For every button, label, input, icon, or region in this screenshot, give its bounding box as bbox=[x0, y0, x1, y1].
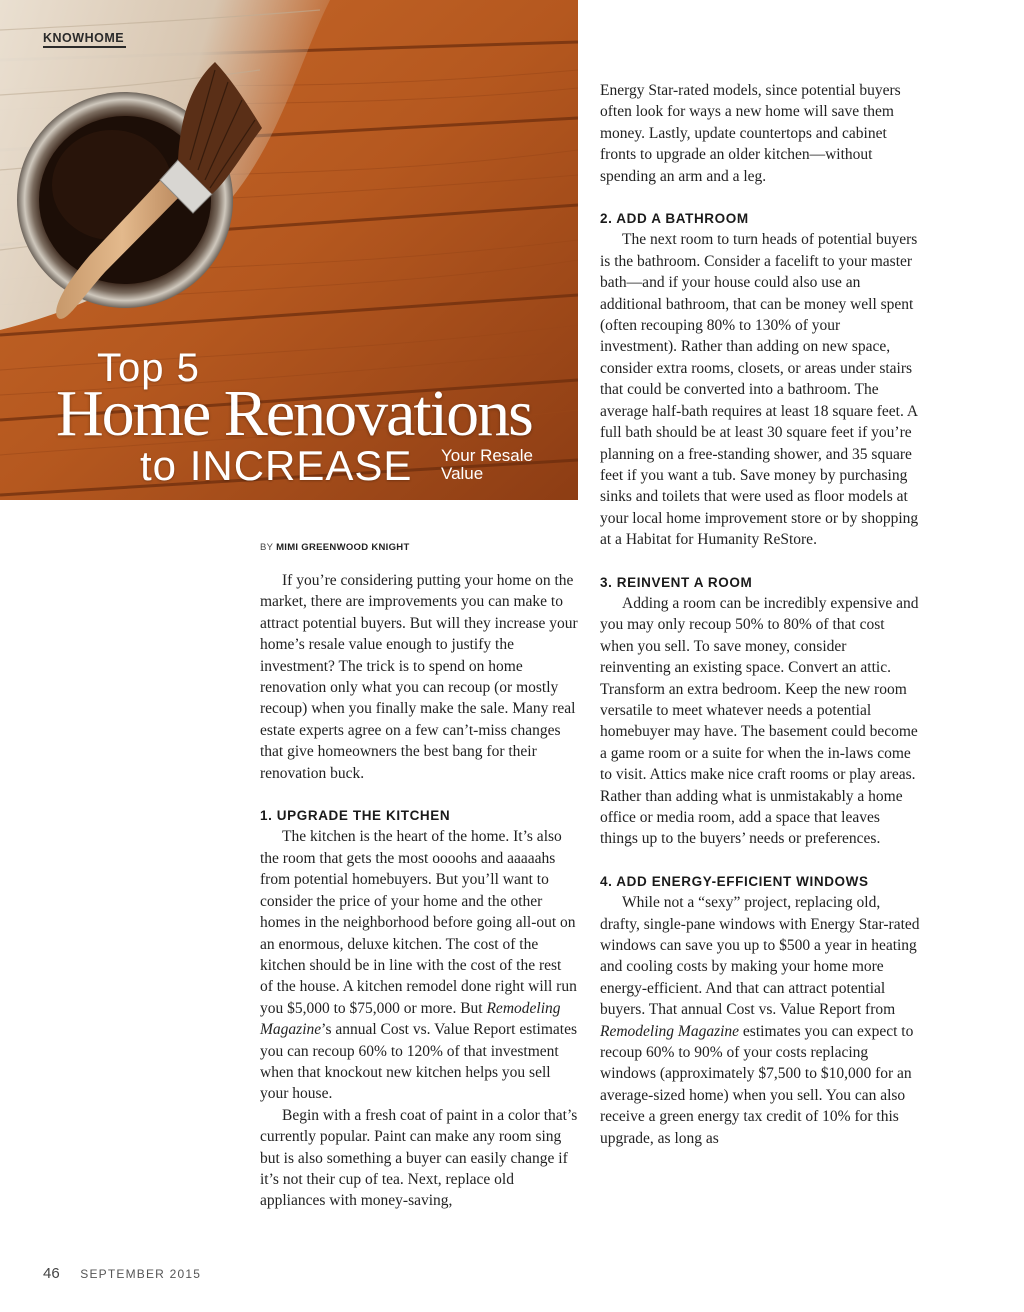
heading-kitchen: 1. UPGRADE THE KITCHEN bbox=[260, 808, 451, 824]
headline-small: Your Resale Value bbox=[441, 446, 533, 483]
page-number: 46 bbox=[43, 1265, 60, 1282]
page-footer bbox=[43, 1265, 201, 1282]
kitchen-paragraph-2: Begin with a fresh coat of paint in a color that’s currently popular. Paint can make any room sing but is also something a buyer can easily change if it’s not their cup of tea. Next, replace old appliances with money-saving, bbox=[260, 1106, 578, 1210]
windows-text-b: estimates you can expect to recoup 60% to 90% of your costs replacing windows (approximately $7,500 to $10,000 for an average-sized home) when you sell. You can also receive a green energy tax credit of 10% for this upgrade, as long as bbox=[600, 1022, 914, 1147]
reinvent-paragraph: Adding a room can be incredibly expensive and you may only recoup 50% to 80% of that cost when you sell. To save money, consider reinventing an existing space. Convert an attic. Transform an extra bedroom. Keep the new room versatile to meet whatever needs a potential homebuyer may have. The basement could become a game room or a suite for when the in-laws come to visit. Attics make nice craft rooms or play areas. Rather than adding what is unmistakably a home office or media room, add a space that leaves things up to the buyers’ needs or preferences. bbox=[600, 594, 919, 848]
byline bbox=[260, 542, 410, 553]
article-column-2 bbox=[600, 80, 920, 1149]
magazine-title-2: Remodeling Magazine bbox=[600, 1022, 740, 1040]
headline-top: Top 5 bbox=[97, 346, 200, 390]
heading-reinvent: 3. REINVENT A ROOM bbox=[600, 574, 753, 590]
headline-main: Home Renovations bbox=[56, 377, 532, 450]
magazine-title: Remodeling Magazine bbox=[260, 999, 561, 1039]
kitchen-text-b: ’s annual Cost vs. Value Report estimates you can recoup 60% to 120% of that investment when that knockout new kitchen helps you sell your house. bbox=[260, 1021, 578, 1103]
headline-sub: to INCREASE bbox=[140, 442, 413, 489]
kitchen-text-a: The kitchen is the heart of the home. It’s also the room that gets the most oooohs and aaaaahs from potential homebuyers. But you’ll want to consider the price of your home and the other homes in the neighborhood before going all-out on an enormous, deluxe kitchen. The cost of the kitchen should be in line with the cost of the rest of the house. A kitchen remodel done right will run you $5,000 to $75,000 or more. But bbox=[260, 828, 577, 1017]
article-column-1 bbox=[260, 570, 578, 1212]
kicker-part2: HOME bbox=[84, 31, 125, 45]
heading-windows: 4. ADD ENERGY-EFFICIENT WINDOWS bbox=[600, 873, 869, 889]
byline-prefix: BY bbox=[260, 542, 274, 553]
bathroom-paragraph: The next room to turn heads of potential buyers is the bathroom. Consider a facelift to your master bath—and if your house could also use an additional bathroom, that can be money well spent (often recouping 80% to 130% of your investment). Rather than adding on new space, consider extra rooms, closets, or areas under stairs that could be converted into a bathroom. The average half-bath requires at least 18 square feet. A full bath should be at least 30 square feet if you’re planning on a free-standing shower, and 35 square feet if you want a tub. Save money by purchasing sinks and toilets that were used as floor models at your local home improvement store or by shopping at a Habitat for Humanity ReStore. bbox=[600, 231, 919, 549]
section-kicker bbox=[43, 31, 124, 45]
kitchen-paragraph-1 bbox=[260, 826, 578, 1104]
windows-text-a: While not a “sexy” project, replacing old, drafty, single-pane windows with Energy Star-rated windows can save you up to $500 a year in heating and cooling costs by making your home more energy-efficient. And that can attract potential buyers. That annual Cost vs. Value Report from bbox=[600, 894, 920, 1019]
byline-author: MIMI GREENWOOD KNIGHT bbox=[276, 542, 410, 553]
kicker-part1: KNOW bbox=[43, 31, 85, 45]
issue-date: SEPTEMBER 2015 bbox=[80, 1267, 202, 1281]
windows-paragraph bbox=[600, 892, 920, 1149]
intro-paragraph: If you’re considering putting your home on the market, there are improvements you can make to attract potential buyers. But will they increase your home’s resale value enough to justify the investment? The trick is to spend on home renovation only what you can recoup (or mostly recoup) when you finally make the sale. Many real estate experts agree on a few can’t-miss changes that give homeowners the best bang for their renovation buck. bbox=[260, 572, 578, 782]
kitchen-continued: Energy Star-rated models, since potential buyers often look for ways a new home will save them money. Lastly, update countertops and cabinet fronts to upgrade an older kitchen—without spending an arm and a leg. bbox=[600, 82, 901, 185]
kicker-underline bbox=[43, 46, 126, 48]
heading-bathroom: 2. ADD A BATHROOM bbox=[600, 211, 749, 227]
